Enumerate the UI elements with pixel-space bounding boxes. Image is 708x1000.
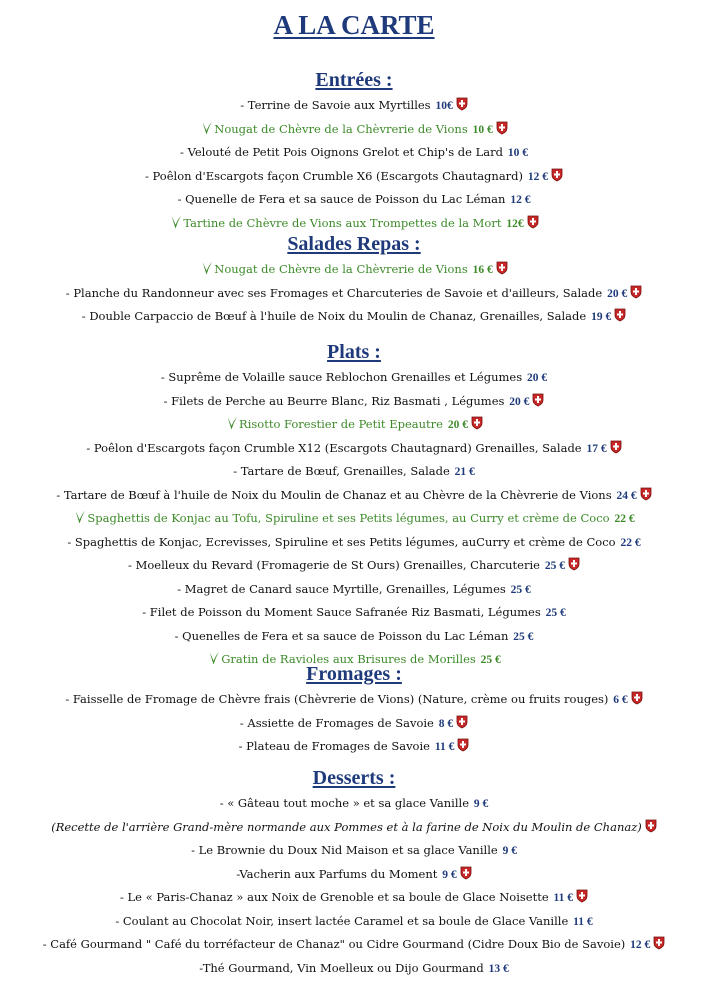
menu-item-price: 10 € — [469, 123, 493, 136]
menu-item — [0, 792, 708, 816]
menu-item-price: 11 € — [570, 915, 593, 928]
savoie-flag-shield-icon — [610, 439, 622, 453]
menu-item-name: - Tartare de Bœuf à l'huile de Noix du Moulin de Chanaz et au Chèvre de la Chèvrerie de Vions — [56, 487, 612, 502]
menu-item — [0, 165, 708, 189]
menu-section — [0, 340, 708, 672]
savoie-flag-shield-icon — [630, 284, 642, 298]
menu-item-price: 12 € — [627, 939, 651, 951]
menu-item-name: Spaghettis de Konjac au Tofu, Spiruline et ses Petits légumes, au Curry et crème de Coco — [87, 511, 610, 525]
vegetarian-leaf-icon — [225, 415, 238, 431]
menu-item-name: Nougat de Chèvre de la Chèvrerie de Vions — [214, 262, 468, 276]
menu-item-list — [0, 688, 708, 759]
menu-item-price: 20 € — [524, 372, 548, 384]
menu-item-name: - Poêlon d'Escargots façon Crumble X12 (Escargots Chautagnard) Grenailles, Salade — [86, 440, 582, 455]
menu-item-name: - « Gâteau tout moche » et sa glace Vanille — [219, 796, 470, 810]
vegetarian-leaf-icon — [73, 509, 86, 525]
section-heading — [0, 766, 708, 790]
menu-item-name: - Moelleux du Revard (Fromagerie de St Ours) Grenailles, Charcuterie — [128, 558, 540, 572]
menu-item — [0, 118, 708, 142]
menu-section — [0, 232, 708, 329]
savoie-flag-shield-icon — [471, 415, 483, 429]
menu-item-price: 13 € — [485, 962, 509, 975]
menu-item-price: 22 € — [617, 536, 641, 549]
savoie-flag-shield-icon — [532, 392, 544, 406]
vegetarian-leaf-icon — [200, 120, 213, 136]
menu-item-name: -Vacherin aux Parfums du Moment — [236, 866, 438, 881]
menu-item — [0, 735, 708, 759]
section-heading-text: Desserts : — [312, 767, 396, 789]
menu-item — [0, 839, 708, 863]
menu-item-price: 20 € — [506, 395, 530, 408]
menu-item-name: - Quenelle de Fera et sa sauce de Poisson du Lac Léman — [177, 192, 506, 206]
menu-item-price: 9 € — [499, 845, 517, 857]
menu-item-price: 19 € — [588, 311, 612, 323]
menu-item-name: Risotto Forestier de Petit Epeautre — [239, 417, 443, 431]
menu-item-name: - Magret de Canard sauce Myrtille, Grenailles, Légumes — [177, 581, 506, 596]
section-heading-text: Plats : — [327, 341, 381, 363]
section-heading-text: Salades Repas : — [287, 233, 421, 255]
menu-item-list — [0, 94, 708, 235]
section-heading — [0, 232, 708, 256]
savoie-flag-shield-icon — [640, 486, 652, 500]
menu-item-price: 12 € — [525, 170, 549, 183]
menu-item-price: 6 € — [610, 694, 628, 706]
menu-item — [0, 305, 708, 329]
menu-section — [0, 766, 708, 980]
menu-item — [0, 688, 708, 712]
section-heading — [0, 340, 708, 364]
savoie-flag-shield-icon — [457, 737, 469, 751]
savoie-flag-shield-icon — [456, 96, 468, 110]
menu-item-name: Nougat de Chèvre de la Chèvrerie de Vions — [214, 121, 468, 136]
menu-item-price: 11 € — [431, 741, 455, 753]
vegetarian-leaf-icon — [169, 214, 182, 230]
menu-item — [0, 413, 708, 437]
menu-item — [0, 816, 708, 840]
menu-item — [0, 390, 708, 414]
savoie-flag-shield-icon — [456, 714, 468, 728]
section-heading-text: Entrées : — [315, 69, 393, 91]
savoie-flag-shield-icon — [645, 818, 657, 832]
menu-item-name: - Faisselle de Fromage de Chèvre frais (Chèvrerie de Vions) (Nature, crème ou fruits rouges) — [65, 692, 609, 706]
page-title: A LA CARTE — [273, 10, 435, 40]
menu-item-name: - Poêlon d'Escargots façon Crumble X6 (Escargots Chautagnard) — [144, 168, 524, 183]
menu-item-price: 16 € — [469, 264, 493, 276]
menu-item — [0, 460, 708, 484]
menu-item-price: 25 € — [510, 630, 534, 643]
menu-item — [0, 366, 708, 390]
savoie-flag-shield-icon — [631, 690, 643, 704]
menu-item — [0, 258, 708, 282]
savoie-flag-shield-icon — [496, 260, 508, 274]
menu-item-name: - Quenelles de Fera et sa sauce de Poisson du Lac Léman — [174, 628, 509, 643]
savoie-flag-shield-icon — [551, 167, 563, 181]
menu-item-price: 11 € — [550, 892, 574, 904]
menu-item-price: 12 € — [507, 194, 531, 206]
menu-section — [0, 68, 708, 235]
savoie-flag-shield-icon — [614, 307, 626, 321]
menu-item-price: 10 € — [504, 147, 528, 159]
menu-item-name: - Filets de Perche au Beurre Blanc, Riz Basmati , Légumes — [163, 393, 505, 408]
savoie-flag-shield-icon — [653, 935, 665, 949]
menu-item — [0, 886, 708, 910]
menu-item-name: - Plateau de Fromages de Savoie — [238, 739, 430, 753]
menu-item-name: - Café Gourmand " Café du torréfacteur de Chanaz" ou Cidre Gourmand (Cidre Doux Bio de Savoie) — [42, 937, 626, 951]
menu-item — [0, 437, 708, 461]
menu-item-price: 10€ — [432, 100, 453, 112]
menu-item-list — [0, 366, 708, 672]
savoie-flag-shield-icon — [460, 865, 472, 879]
menu-item-list — [0, 258, 708, 329]
menu-item-price: 12€ — [503, 217, 524, 230]
menu-item — [0, 957, 708, 981]
menu-item — [0, 712, 708, 736]
menu-item-price: 25 € — [477, 654, 501, 666]
menu-item-name: (Recette de l'arrière Grand-mère normande aux Pommes et à la farine de Noix du Moulin de Chanaz) — [51, 819, 642, 834]
menu-item-name: - Filet de Poisson du Moment Sauce Safranée Riz Basmati, Légumes — [142, 605, 541, 619]
menu-item-name: -Thé Gourmand, Vin Moelleux ou Dijo Gourmand — [199, 960, 484, 975]
menu-item-price: 25 € — [542, 607, 566, 619]
menu-item-price: 24 € — [613, 489, 637, 502]
menu-item — [0, 484, 708, 508]
menu-item-price: 25 € — [507, 583, 531, 596]
menu-item-name: Gratin de Ravioles aux Brisures de Morilles — [221, 652, 476, 666]
menu-item-name: - Double Carpaccio de Bœuf à l'huile de Noix du Moulin de Chanaz, Grenailles, Salade — [81, 309, 587, 323]
savoie-flag-shield-icon — [527, 214, 539, 228]
menu-item-name: - Velouté de Petit Pois Oignons Grelot et Chip's de Lard — [180, 145, 503, 159]
menu-item — [0, 578, 708, 602]
savoie-flag-shield-icon — [568, 556, 580, 570]
section-heading — [0, 68, 708, 92]
menu-item-name: Tartine de Chèvre de Vions aux Trompettes de la Mort — [183, 215, 502, 230]
menu-item-name: - Le Brownie du Doux Nid Maison et sa glace Vanille — [191, 843, 498, 857]
menu-item-price: 22 € — [611, 513, 635, 525]
menu-item — [0, 910, 708, 934]
menu-item-list — [0, 792, 708, 980]
savoie-flag-shield-icon — [576, 888, 588, 902]
menu-item-price: 8 € — [435, 717, 454, 730]
menu-item-price: 17 € — [583, 442, 607, 455]
menu-item — [0, 625, 708, 649]
menu-item-name: - Assiette de Fromages de Savoie — [239, 715, 434, 730]
menu-item-name: - Coulant au Chocolat Noir, insert lactée Caramel et sa boule de Glace Vanille — [115, 913, 569, 928]
menu-item — [0, 554, 708, 578]
menu-item-price: 9 € — [471, 798, 489, 810]
menu-section — [0, 662, 708, 759]
menu-item-name: - Terrine de Savoie aux Myrtilles — [240, 98, 431, 112]
menu-item-name: - Spaghettis de Konjac, Ecrevisses, Spiruline et ses Petits légumes, auCurry et crème de Coco — [67, 534, 616, 549]
menu-item-name: - Le « Paris-Chanaz » aux Noix de Grenoble et sa boule de Glace Noisette — [119, 890, 549, 904]
menu-item-price: 20 € — [444, 419, 468, 431]
menu-item — [0, 282, 708, 306]
menu-item-name: - Planche du Randonneur avec ses Fromages et Charcuteries de Savoie et d'ailleurs, Salade — [65, 285, 603, 300]
menu-item — [0, 933, 708, 957]
section-heading — [0, 662, 708, 686]
menu-item — [0, 94, 708, 118]
menu-item-name: - Tartare de Bœuf, Grenailles, Salade — [233, 464, 450, 478]
savoie-flag-shield-icon — [496, 120, 508, 134]
menu-item — [0, 141, 708, 165]
menu-item — [0, 863, 708, 887]
section-heading-text: Fromages : — [306, 663, 402, 685]
menu-item-price: 20 € — [604, 287, 628, 300]
menu-item-price: 9 € — [439, 868, 457, 881]
menu-item — [0, 531, 708, 555]
menu-item — [0, 601, 708, 625]
menu-item — [0, 188, 708, 212]
vegetarian-leaf-icon — [200, 260, 213, 276]
menu-item-price: 21 € — [451, 466, 475, 478]
menu-item-name: - Suprême de Volaille sauce Reblochon Grenailles et Légumes — [160, 370, 523, 384]
menu-item — [0, 507, 708, 531]
menu-item-price: 25 € — [541, 560, 565, 572]
